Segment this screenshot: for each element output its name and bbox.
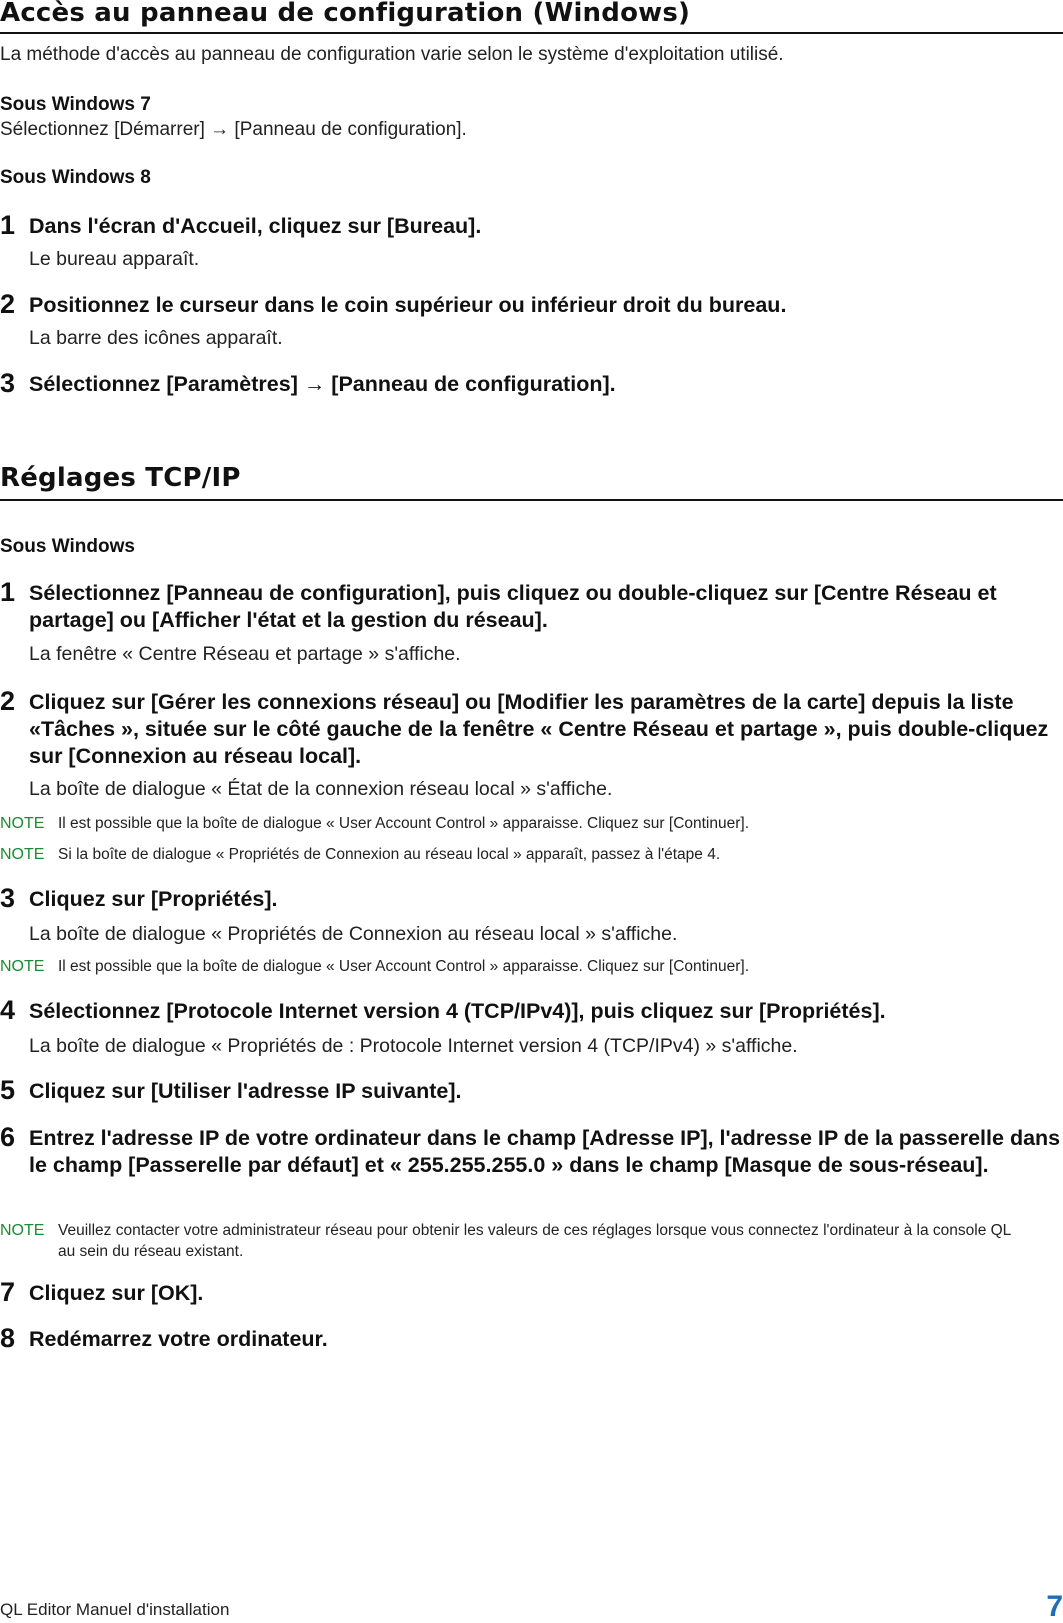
step-number: 4: [0, 995, 16, 1025]
step-number: 3: [0, 368, 16, 398]
step-number: 2: [0, 289, 16, 319]
step-instruction: Cliquez sur [Propriétés].: [29, 887, 278, 911]
tcpip-step-5: [0, 1075, 1063, 1105]
step-instruction: Dans l'écran d'Accueil, cliquez sur [Bureau].: [29, 214, 482, 238]
windows8-heading: Sous Windows 8: [0, 167, 151, 188]
note: [0, 813, 1063, 834]
step-instruction: Redémarrez votre ordinateur.: [29, 1327, 328, 1351]
step-number: 5: [0, 1075, 16, 1105]
step-result: La boîte de dialogue « État de la connexion réseau local » s'affiche.: [29, 778, 613, 800]
step-result: La boîte de dialogue « Propriétés de Connexion au réseau local » s'affiche.: [29, 923, 678, 945]
step-number: 6: [0, 1122, 16, 1152]
windows-heading: Sous Windows: [0, 536, 135, 557]
note: [0, 1220, 1063, 1262]
note-label: NOTE: [0, 815, 45, 832]
page-number: 7: [1046, 1590, 1063, 1623]
note-text: Veuillez contacter votre administrateur réseau pour obtenir les valeurs de ces réglages lorsque vous connectez l'ordinateur à la console QL au sein du réseau existant.: [58, 1222, 1011, 1260]
tcpip-step-1: [0, 577, 1063, 665]
step-instruction: Entrez l'adresse IP de votre ordinateur dans le champ [Adresse IP], l'adresse IP de la passerelle dans le champ [Passerelle par défaut] et « 255.255.255.0 » dans le champ [Masque de sous-réseau].: [29, 1126, 1061, 1177]
windows7-instruction: Sélectionnez [Démarrer] → [Panneau de configuration].: [0, 119, 467, 140]
tcpip-step-4: [0, 995, 1063, 1057]
tcpip-step-6: [0, 1122, 1063, 1179]
tcpip-step-7: [0, 1277, 1063, 1307]
section-title-control-panel: Accès au panneau de configuration (Windows): [0, 0, 691, 28]
step-instruction: Cliquez sur [Gérer les connexions réseau] ou [Modifier les paramètres de la carte] depuis la liste «Tâches », située sur le côté gauche de la fenêtre « Centre Réseau et partage », puis double-cliquez sur [Connexion au réseau local].: [29, 690, 1049, 768]
win8-step-1: [0, 210, 1063, 270]
step-number: 1: [0, 210, 16, 240]
note-label: NOTE: [0, 958, 45, 975]
note-text: Il est possible que la boîte de dialogue « User Account Control » apparaisse. Cliquez sur [Continuer].: [58, 958, 750, 975]
section-rule: [0, 499, 1063, 501]
step-instruction: Sélectionnez [Panneau de configuration], puis cliquez ou double-cliquez sur [Centre Réseau et partage] ou [Afficher l'état et la gestion du réseau].: [29, 581, 997, 632]
footer-document-title: QL Editor Manuel d'installation: [0, 1600, 230, 1619]
win8-step-3: [0, 368, 1063, 398]
note: [0, 844, 1063, 865]
note: [0, 956, 1063, 977]
win8-step-2: [0, 289, 1063, 349]
step-number: 3: [0, 883, 16, 913]
note-text: Il est possible que la boîte de dialogue « User Account Control » apparaisse. Cliquez sur [Continuer].: [58, 815, 750, 832]
section-title-tcpip: Réglages TCP/IP: [0, 463, 241, 493]
step-result: La fenêtre « Centre Réseau et partage » s'affiche.: [29, 643, 461, 665]
windows7-heading: Sous Windows 7: [0, 94, 151, 115]
step-instruction: Positionnez le curseur dans le coin supérieur ou inférieur droit du bureau.: [29, 293, 787, 317]
step-result: Le bureau apparaît.: [29, 248, 200, 270]
step-instruction: Cliquez sur [OK].: [29, 1281, 204, 1305]
tcpip-step-8: [0, 1323, 1063, 1353]
step-instruction: Sélectionnez [Protocole Internet version 4 (TCP/IPv4)], puis cliquez sur [Propriétés].: [29, 999, 886, 1023]
note-text: Si la boîte de dialogue « Propriétés de Connexion au réseau local » apparaît, passez à l'étape 4.: [58, 846, 721, 863]
step-instruction: Sélectionnez [Paramètres] → [Panneau de configuration].: [29, 372, 616, 396]
section-rule: [0, 32, 1063, 34]
step-result: La boîte de dialogue « Propriétés de : Protocole Internet version 4 (TCP/IPv4) » s'affiche.: [29, 1035, 798, 1057]
section-intro: La méthode d'accès au panneau de configuration varie selon le système d'exploitation utilisé.: [0, 44, 784, 65]
step-instruction: Cliquez sur [Utiliser l'adresse IP suivante].: [29, 1079, 462, 1103]
step-number: 1: [0, 577, 16, 607]
note-label: NOTE: [0, 846, 45, 863]
step-number: 2: [0, 686, 16, 716]
step-result: La barre des icônes apparaît.: [29, 327, 283, 349]
step-number: 7: [0, 1277, 16, 1307]
step-number: 8: [0, 1323, 16, 1353]
tcpip-step-2: [0, 686, 1063, 800]
tcpip-step-3: [0, 883, 1063, 945]
note-label: NOTE: [0, 1222, 45, 1239]
